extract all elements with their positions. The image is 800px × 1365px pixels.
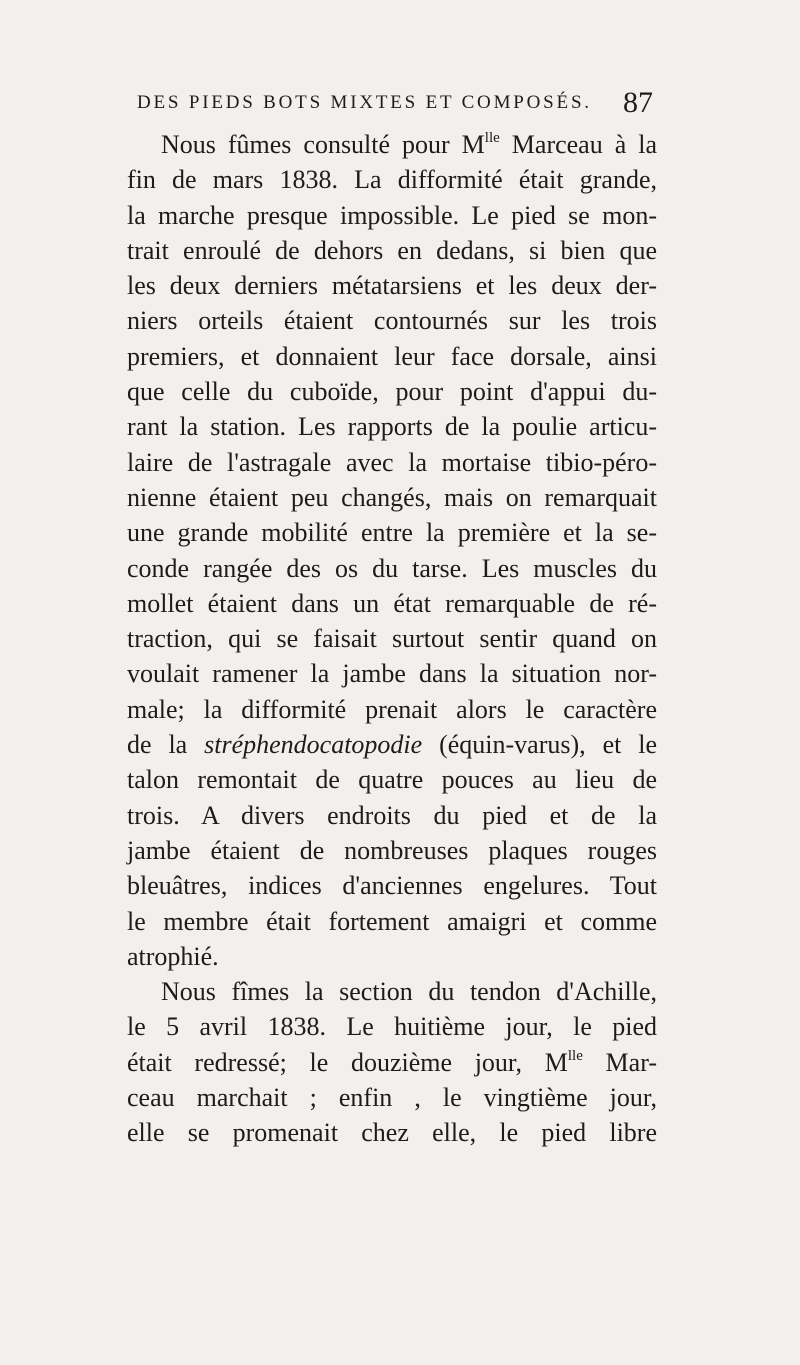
text-line: ceau marchait ; enfin , le vingtième jour,: [127, 1083, 657, 1113]
text-fragment: de la: [127, 730, 205, 760]
text-fragment: (équin-varus), et le: [422, 730, 657, 760]
text-line: elle se promenait chez elle, le pied libre: [127, 1118, 657, 1148]
text-line: que celle du cuboïde, pour point d'appui du-: [127, 377, 657, 407]
text-line: le membre était fortement amaigri et comme: [127, 906, 657, 936]
text-fragment: Marceau à la: [499, 130, 657, 159]
page-number: 87: [623, 86, 653, 119]
text-line: trois. A divers endroits du pied et de la: [127, 800, 657, 830]
text-fragment: était redressé; le douzième jour, M: [127, 1047, 568, 1077]
text-line: fin de mars 1838. La difformité était grande,: [127, 165, 657, 195]
text-line: les deux derniers métatarsiens et les deux der-: [127, 271, 657, 301]
text-line: nienne étaient peu changés, mais on remarquait: [127, 482, 657, 512]
text-line: [127, 127, 657, 162]
text-fragment: Mar-: [582, 1047, 657, 1077]
text-line: mollet étaient dans un état remarquable de ré-: [127, 588, 657, 618]
text-line: male; la difformité prenait alors le caractère: [127, 694, 657, 724]
text-line: traction, qui se faisait surtout sentir quand on: [127, 624, 657, 654]
text-line: conde rangée des os du tarse. Les muscles du: [127, 553, 657, 583]
text-line: la marche presque impossible. Le pied se mon-: [127, 200, 657, 230]
text-line: une grande mobilité entre la première et la se-: [127, 518, 657, 548]
text-line: jambe étaient de nombreuses plaques rouges: [127, 835, 657, 865]
text-line: talon remontait de quatre pouces au lieu de: [127, 765, 657, 795]
superscript: lle: [567, 1047, 583, 1064]
text-line: voulait ramener la jambe dans la situation nor-: [127, 659, 657, 689]
text-line: [127, 1045, 657, 1080]
running-head: [137, 88, 657, 118]
body-text: [127, 127, 657, 1151]
text-line: premiers, et donnaient leur face dorsale, ainsi: [127, 341, 657, 371]
superscript: lle: [484, 130, 500, 146]
text-line: niers orteils étaient contournés sur les trois: [127, 306, 657, 336]
text-line: trait enroulé de dehors en dedans, si bien que: [127, 235, 657, 265]
text-line: atrophié.: [127, 941, 219, 971]
text-fragment: Nous fûmes consulté pour M: [161, 130, 485, 159]
header-title: DES PIEDS BOTS MIXTES ET COMPOSÉS.: [137, 92, 592, 113]
text-line: laire de l'astragale avec la mortaise tibio-péro-: [127, 447, 657, 477]
text-line: rant la station. Les rapports de la poulie articu-: [127, 412, 657, 442]
italic-term: stréphendocatopodie: [204, 730, 423, 760]
text-line: [127, 727, 657, 762]
text-line: bleuâtres, indices d'anciennes engelures. Tout: [127, 871, 657, 901]
text-line: le 5 avril 1838. Le huitième jour, le pied: [127, 1012, 657, 1042]
text-line: Nous fîmes la section du tendon d'Achille,: [161, 977, 657, 1007]
